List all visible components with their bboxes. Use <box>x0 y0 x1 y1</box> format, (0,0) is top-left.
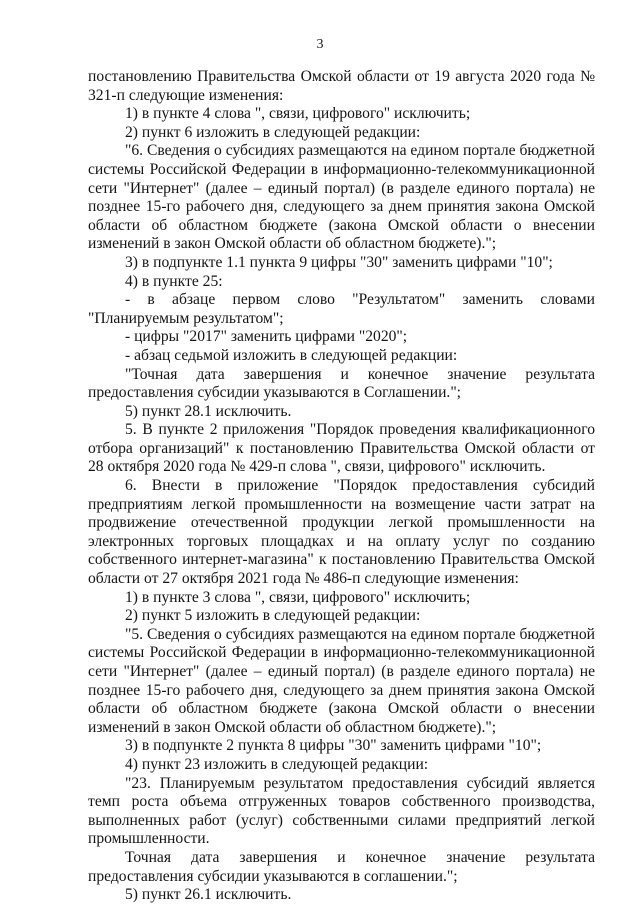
paragraph: 4) пункт 23 изложить в следующей редакции: <box>125 755 429 773</box>
paragraph: 5) пункт 28.1 исключить. <box>125 402 292 420</box>
paragraph: - цифры "2017" заменить цифрами "2020"; <box>125 328 408 346</box>
paragraph: "23. Планируемым результатом предоставления субсидий является темп роста объема отгруженных товаров собственного производства, выполненных работ (услуг) собственными силами предприятий легкой промышленности. <box>88 774 595 848</box>
paragraph: - в абзаце первом слово "Результатом" заменить словами "Планируемым результатом"; <box>88 291 595 327</box>
page-number: 3 <box>316 37 324 52</box>
paragraph: 3) в подпункте 1.1 пункта 9 цифры "30" заменить цифрами "10"; <box>125 253 553 271</box>
paragraph: - абзац седьмой изложить в следующей редакции: <box>125 346 458 364</box>
paragraph: "Точная дата завершения и конечное значение результата предоставления субсидии указываются в Соглашении."; <box>88 365 595 402</box>
paragraph: 5) пункт 26.1 исключить. <box>125 886 292 904</box>
paragraph: 1) в пункте 4 слова ", связи, цифрового" исключить; <box>125 105 471 123</box>
paragraph: 5. В пункте 2 приложения "Порядок проведения квалификационного отбора организаций" к постановлению Правительства Омской области от 28 октября 2020 года № 429-п слова ", связи, цифрового" исключить. <box>88 421 595 476</box>
paragraph: 3) в подпункте 2 пункта 8 цифры "30" заменить цифрами "10"; <box>125 737 542 755</box>
paragraph: "5. Сведения о субсидиях размещаются на едином портале бюджетной системы Российской Федерации в информационно-телекоммуникационной сети "Интернет" (далее – единый портал) (в разделе единого портала) не позднее 15-го рабочего дня, следующего за днем принятия закона Омской области об областном бюджете (закона Омской области о внесении изменений в закон Омской области об областном бюджете)."; <box>88 625 595 736</box>
paragraph: Точная дата завершения и конечное значение результата предоставления субсидии указываются в соглашении."; <box>88 848 595 885</box>
document-body <box>88 68 595 905</box>
paragraph: 2) пункт 5 изложить в следующей редакции: <box>125 607 421 625</box>
paragraph: 2) пункт 6 изложить в следующей редакции: <box>125 123 421 141</box>
paragraph: "6. Сведения о субсидиях размещаются на едином портале бюджетной системы Российской Федерации в информационно-телекоммуникационной сети "Интернет" (далее – единый портал) (в разделе единого портала) не позднее 15-го рабочего дня, следующего за днем принятия закона Омской области об областном бюджете (закона Омской области о внесении изменений в закон Омской области об областном бюджете)."; <box>88 142 595 253</box>
paragraph: 1) в пункте 3 слова ", связи, цифрового" исключить; <box>125 588 471 606</box>
paragraph: 4) в пункте 25: <box>125 272 223 290</box>
paragraph: постановлению Правительства Омской области от 19 августа 2020 года № 321-п следующие изменения: <box>88 68 595 104</box>
paragraph: 6. Внести в приложение "Порядок предоставления субсидий предприятиям легкой промышленности на возмещение части затрат на продвижение отечественной продукции легкой промышленности на электронных торговых площадках и на оплату услуг по созданию собственного интернет-магазина" к постановлению Правительства Омской области от 27 октября 2021 года № 486-п следующие изменения: <box>88 477 595 588</box>
